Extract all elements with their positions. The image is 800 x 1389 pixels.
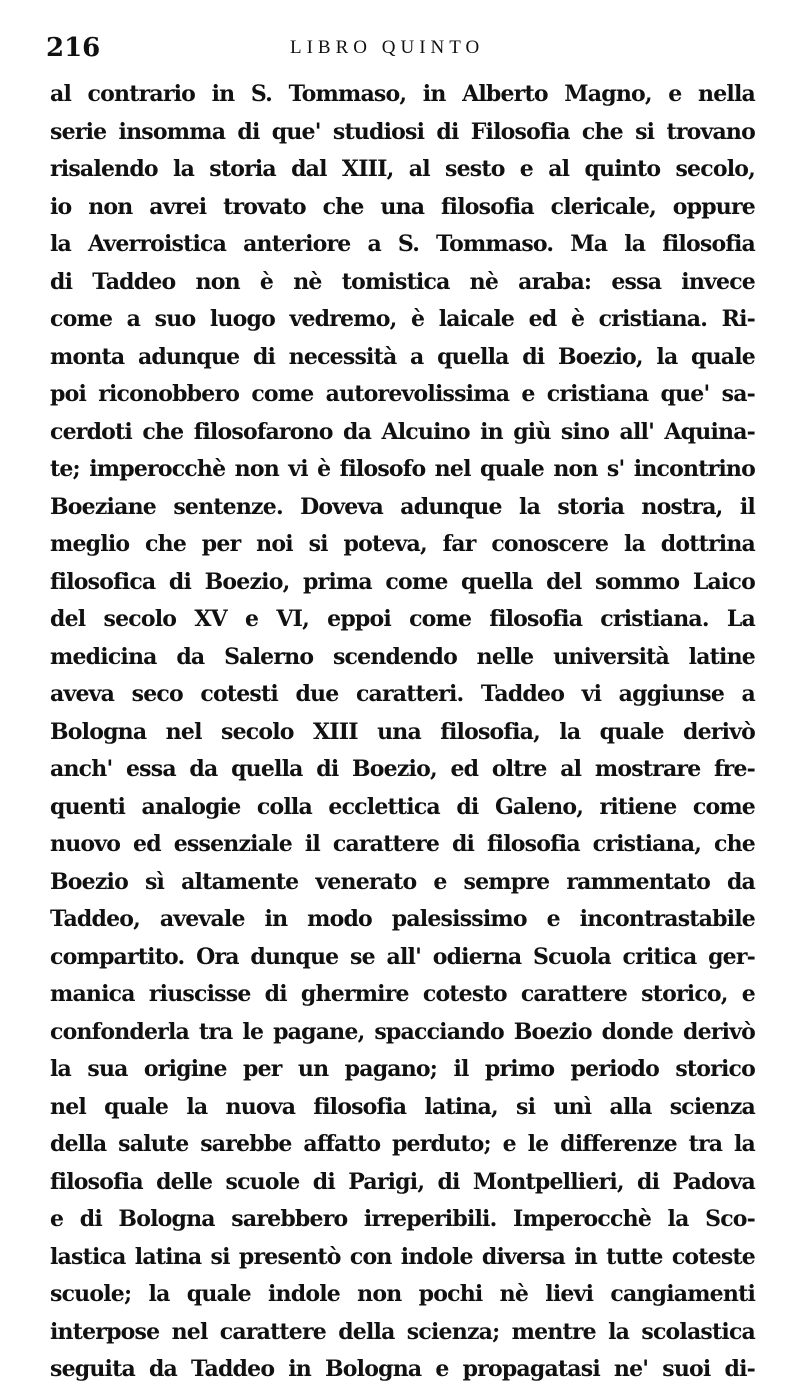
text-line: quenti analogie colla ecclettica di Galeno, ritiene come (50, 793, 755, 820)
text-line: manica riuscisse di ghermire cotesto carattere storico, e (50, 981, 755, 1007)
text-line: interpose nel carattere della scienza; mentre la scolastica (50, 1318, 755, 1345)
text-line: Taddeo, avevale in modo palesissimo e incontrastabile (50, 906, 755, 932)
text-line: lastica latina si presentò con indole diversa in tutte coteste (50, 1243, 755, 1270)
text-line: Boezio sì altamente venerato e sempre rammentato da (50, 868, 755, 895)
text-line: seguita da Taddeo in Bologna e propagatasi ne' suoi di- (50, 1356, 755, 1382)
text-line: cerdoti che filosofarono da Alcuino in giù sino all' Aquina- (50, 418, 755, 445)
text-line: te; imperocchè non vi è filosofo nel quale non s' incontrino (50, 456, 755, 482)
text-line: Boeziane sentenze. Doveva adunque la storia nostra, il (50, 493, 755, 520)
text-line: serie insomma di que' studiosi di Filosofia che si trovano (50, 118, 755, 145)
text-line: medicina da Salerno scendendo nelle università latine (50, 643, 755, 670)
text-line: Bologna nel secolo XIII una filosofia, la quale derivò (50, 718, 755, 745)
text-line: risalendo la storia dal XIII, al sesto e al quinto secolo, (50, 156, 755, 182)
text-line: nel quale la nuova filosofia latina, si unì alla scienza (50, 1093, 755, 1120)
body-text (50, 76, 755, 1389)
page-number: 216 (46, 33, 101, 63)
text-line: come a suo luogo vedremo, è laicale ed è cristiana. Ri- (50, 306, 755, 332)
page-header (46, 28, 746, 68)
text-line: compartito. Ora dunque se all' odierna Scuola critica ger- (50, 943, 755, 970)
text-line: monta adunque di necessità a quella di Boezio, la quale (50, 343, 755, 370)
text-line: io non avrei trovato che una filosofia clericale, oppure (50, 193, 755, 220)
text-line: confonderla tra le pagane, spacciando Boezio donde derivò (50, 1018, 755, 1045)
text-line: e di Bologna sarebbero irreperibili. Imperocchè la Sco- (50, 1206, 755, 1232)
text-line: poi riconobbero come autorevolissima e cristiana que' sa- (50, 381, 755, 407)
text-line: la sua origine per un pagano; il primo periodo storico (50, 1056, 755, 1082)
text-line: scuole; la quale indole non pochi nè lievi cangiamenti (50, 1281, 755, 1307)
text-line: aveva seco cotesti due caratteri. Taddeo vi aggiunse a (50, 681, 755, 707)
text-line: nuovo ed essenziale il carattere di filosofia cristiana, che (50, 831, 755, 857)
text-line: del secolo XV e VI, eppoi come filosofia cristiana. La (50, 606, 755, 632)
text-line: filosofica di Boezio, prima come quella del sommo Laico (50, 568, 755, 595)
text-line: meglio che per noi si poteva, far conoscere la dottrina (50, 531, 755, 557)
text-line: al contrario in S. Tommaso, in Alberto Magno, e nella (50, 81, 755, 107)
text-line: filosofia delle scuole di Parigi, di Montpellieri, di Padova (50, 1168, 755, 1195)
running-head: LIBRO QUINTO (290, 37, 485, 58)
text-line: della salute sarebbe affatto perduto; e le differenze tra la (50, 1131, 755, 1157)
text-line: la Averroistica anteriore a S. Tommaso. Ma la filosofia (50, 231, 755, 257)
text-line: di Taddeo non è nè tomistica nè araba: essa invece (50, 268, 755, 295)
text-line: anch' essa da quella di Boezio, ed oltre al mostrare fre- (50, 756, 755, 782)
